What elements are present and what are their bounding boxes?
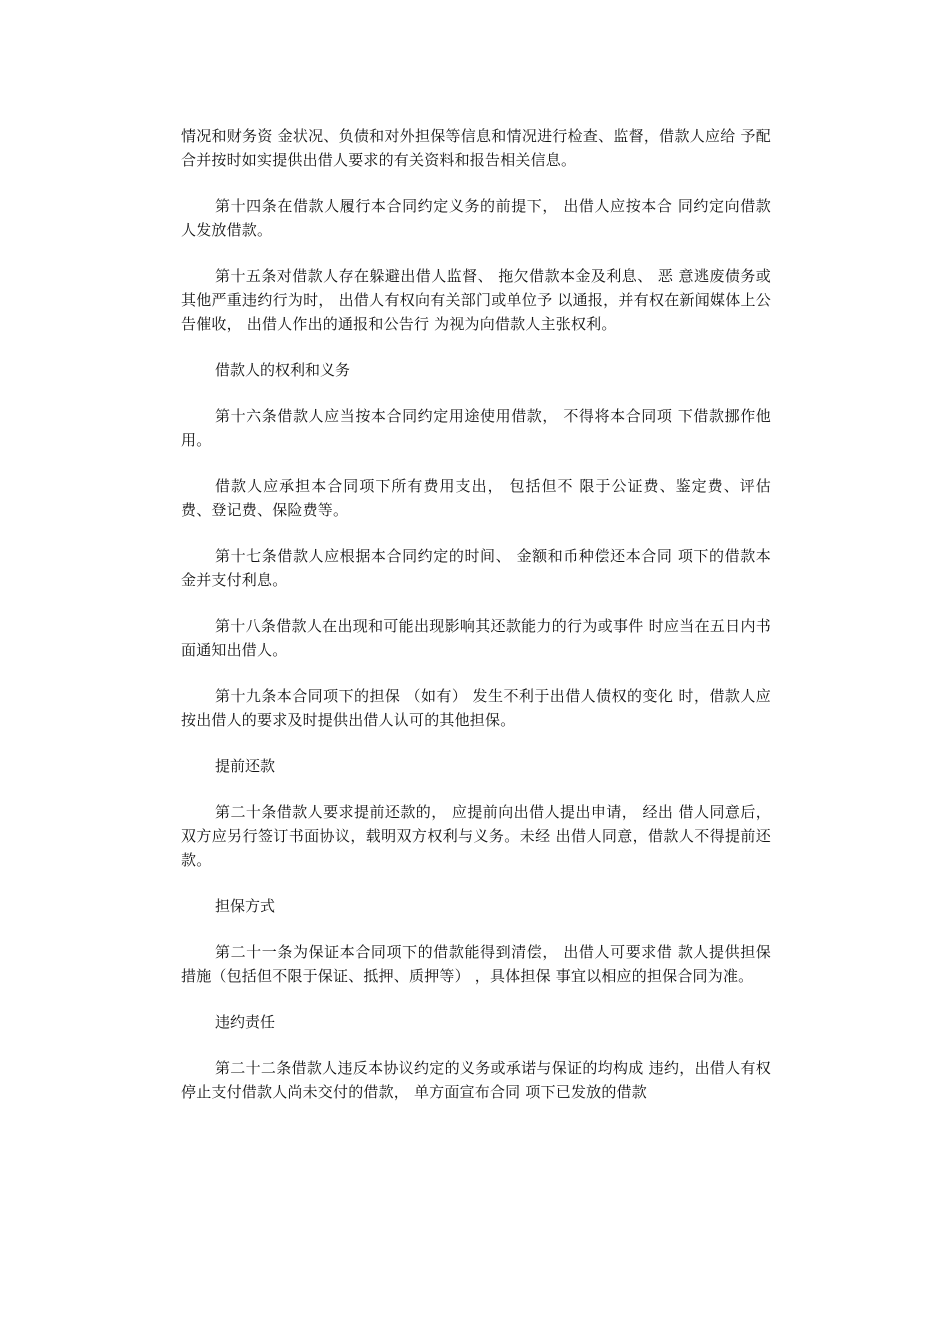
article-18: 第十八条借款人在出现和可能出现影响其还款能力的行为或事件 时应当在五日内书面通知出借人。 — [181, 617, 771, 659]
section-heading-borrower-rights: 借款人的权利和义务 — [215, 361, 351, 379]
article-16: 第十六条借款人应当按本合同约定用途使用借款， 不得将本合同项 下借款挪作他用。 — [181, 407, 771, 449]
section-heading-prepayment: 提前还款 — [215, 757, 276, 775]
article-19: 第十九条本合同项下的担保 （如有） 发生不利于出借人债权的变化 时，借款人应按出借人的要求及时提供出借人认可的其他担保。 — [181, 687, 771, 729]
article-15: 第十五条对借款人存在躲避出借人监督、 拖欠借款本金及利息、 恶 意逃废债务或其他严重违约行为时， 出借人有权向有关部门或单位予 以通报，并有权在新闻媒体上公告催收， 出借人作出的通报和公告行 为视为向借款人主张权利。 — [181, 267, 771, 333]
paragraph-intro: 情况和财务资 金状况、负债和对外担保等信息和情况进行检查、监督，借款人应给 予配合并按时如实提供出借人要求的有关资料和报告相关信息。 — [181, 127, 771, 169]
article-21: 第二十一条为保证本合同项下的借款能得到清偿， 出借人可要求借 款人提供担保措施（包括但不限于保证、抵押、质押等） ，具体担保 事宜以相应的担保合同为准。 — [181, 943, 771, 985]
paragraph-fees: 借款人应承担本合同项下所有费用支出， 包括但不 限于公证费、鉴定费、评估费、登记费、保险费等。 — [181, 477, 771, 519]
section-heading-guarantee: 担保方式 — [215, 897, 276, 915]
article-14: 第十四条在借款人履行本合同约定义务的前提下， 出借人应按本合 同约定向借款人发放借款。 — [181, 197, 771, 239]
article-17: 第十七条借款人应根据本合同约定的时间、 金额和币种偿还本合同 项下的借款本金并支付利息。 — [181, 547, 771, 589]
document-body — [181, 124, 771, 1126]
article-20: 第二十条借款人要求提前还款的， 应提前向出借人提出申请， 经出 借人同意后，双方应另行签订书面协议，载明双方权利与义务。未经 出借人同意，借款人不得提前还款。 — [181, 803, 771, 869]
article-22: 第二十二条借款人违反本协议约定的义务或承诺与保证的均构成 违约，出借人有权停止支付借款人尚未交付的借款， 单方面宣布合同 项下已发放的借款 — [181, 1059, 771, 1101]
section-heading-default-liability: 违约责任 — [215, 1013, 276, 1031]
